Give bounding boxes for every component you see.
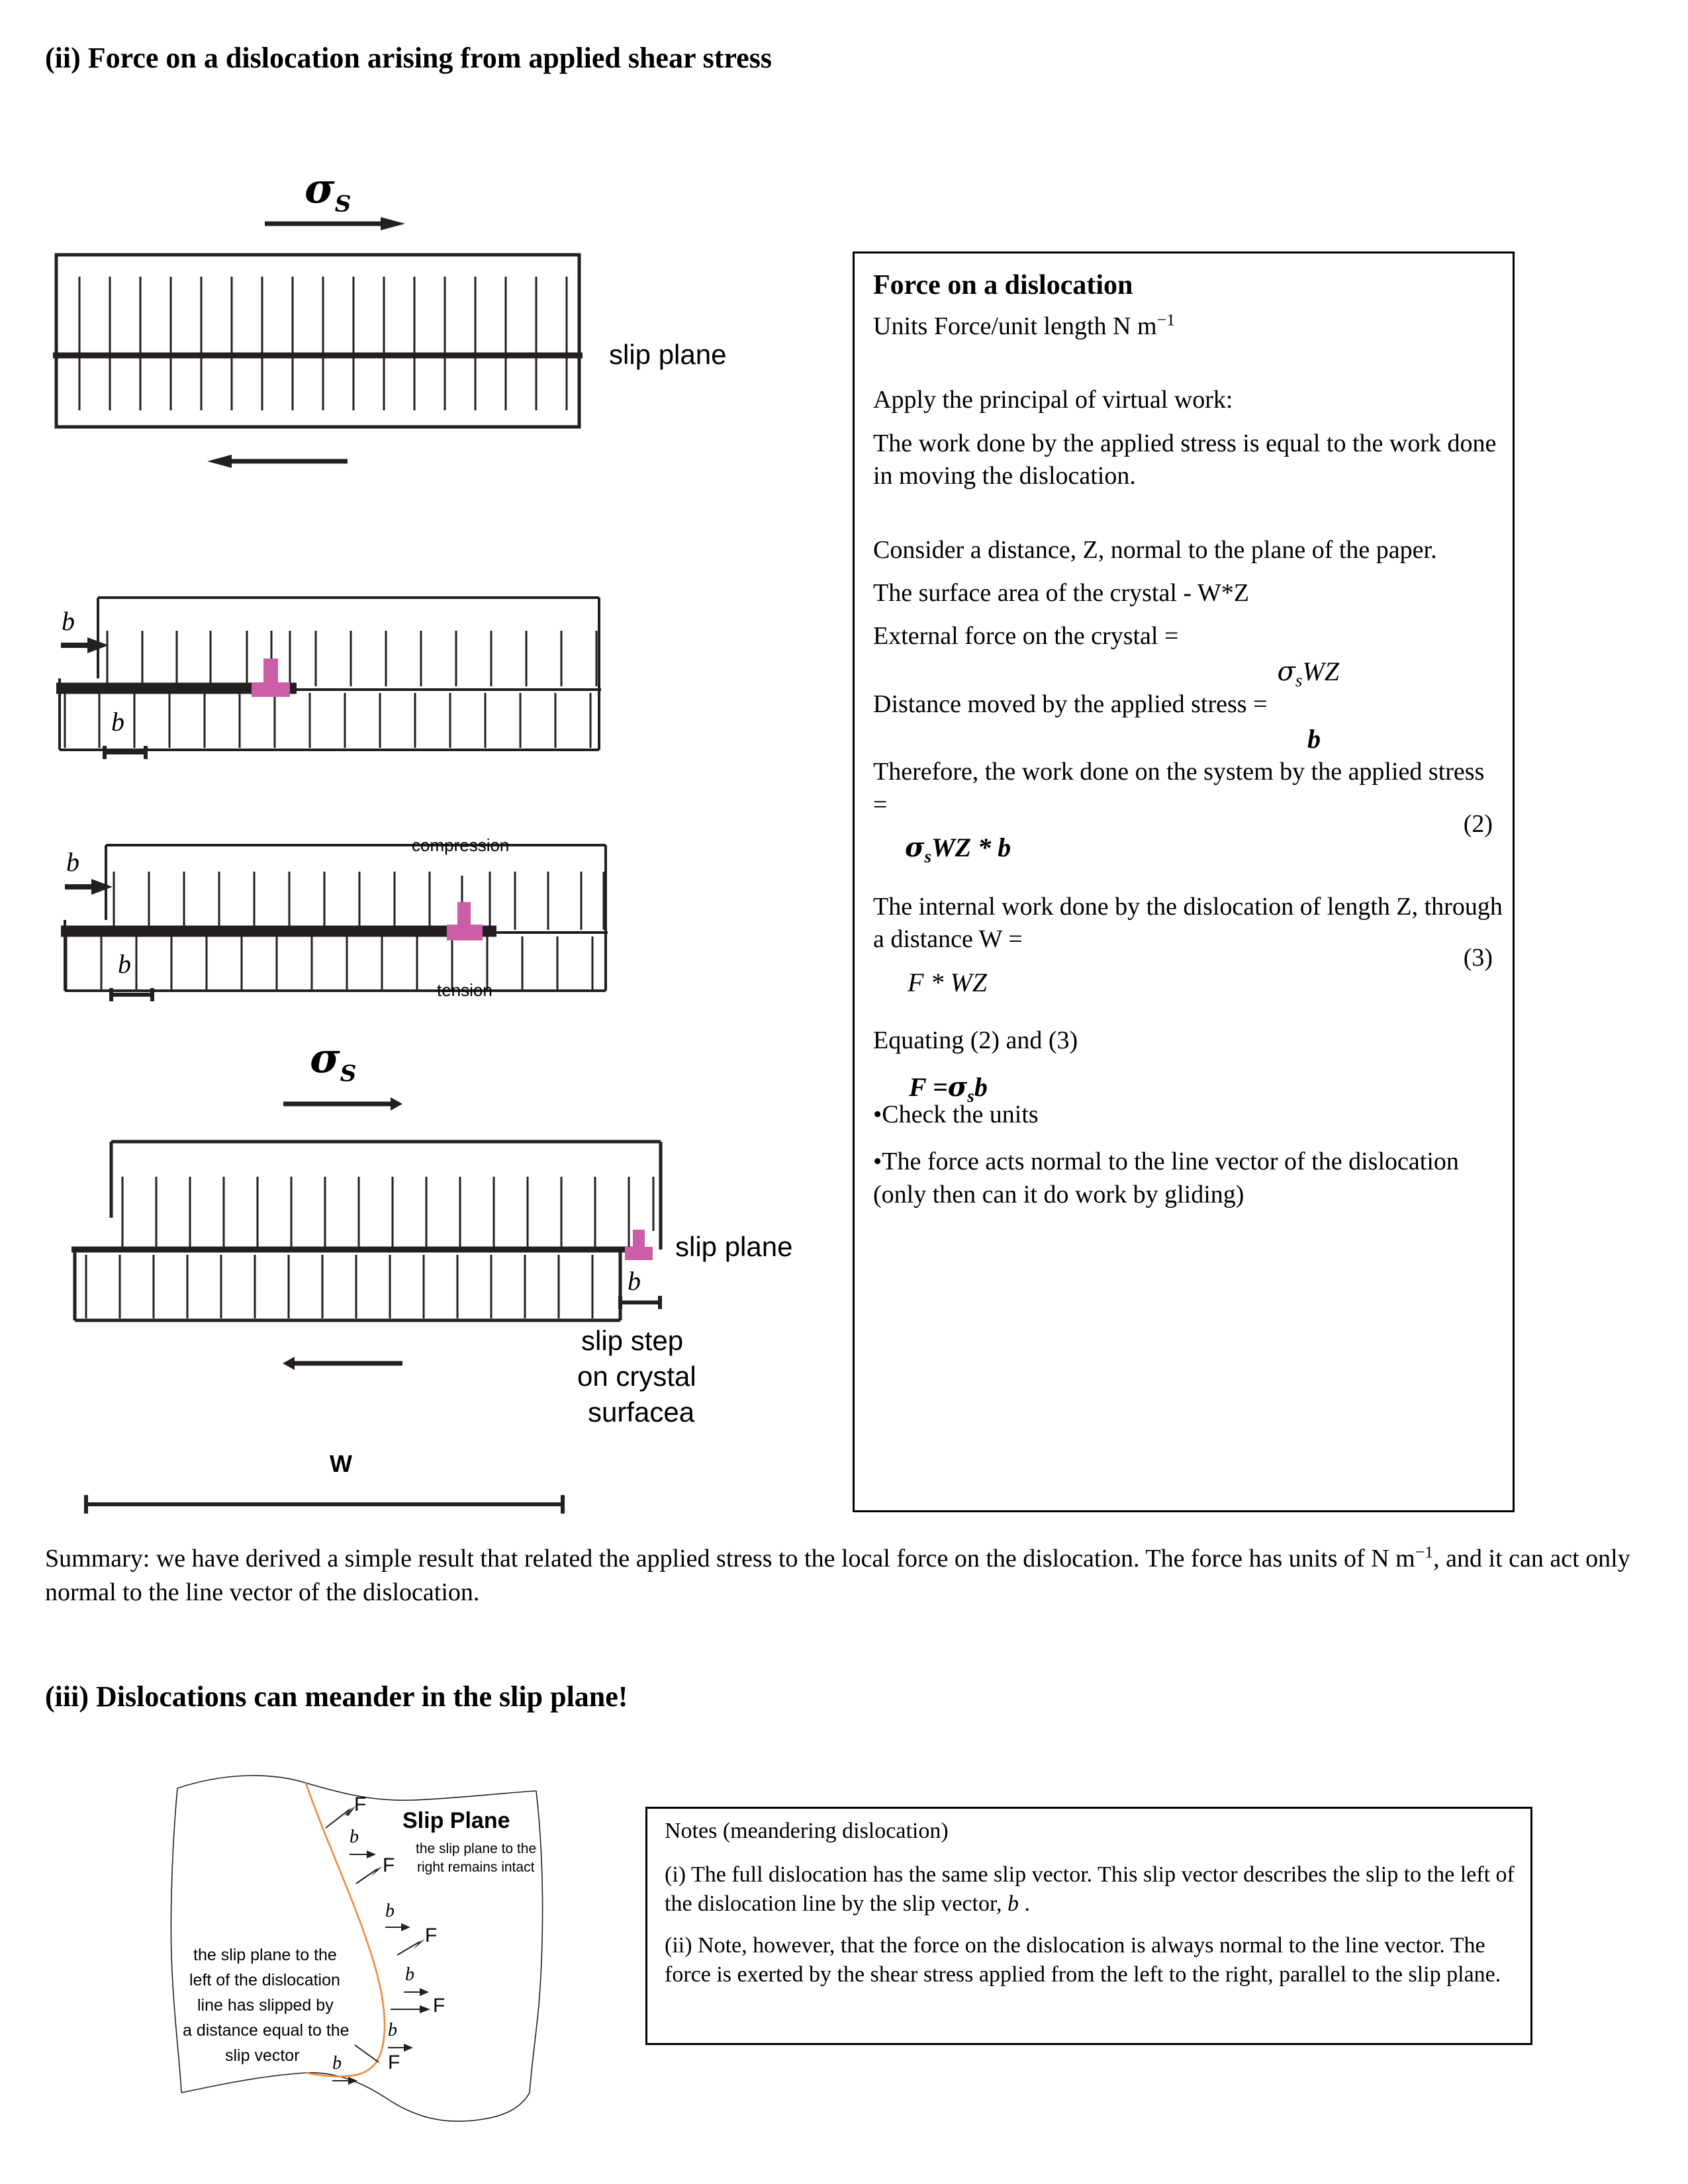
burgers-label-5: b — [332, 2053, 342, 2073]
force-box-work: The work done by the applied stress is equal to the work done in moving the dislocation. — [873, 429, 1497, 490]
burgers-arrow-left — [61, 637, 109, 653]
force-box-equating: Equating (2) and (3) — [873, 1026, 1078, 1054]
burgers-label-3: b — [405, 1964, 414, 1985]
dislocation-mid-svg — [40, 572, 635, 764]
force-box-consider: Consider a distance, Z, normal to the plane of the paper. — [873, 535, 1437, 564]
force-box-title: Force on a dislocation — [873, 270, 1133, 300]
burgers-label-4: b — [388, 2020, 397, 2040]
sigma-glyph-2: σ — [310, 1034, 340, 1082]
b-label-slip-step: b — [628, 1266, 641, 1296]
eq-final-lhs: F = — [909, 1072, 948, 1103]
spacer-3 — [873, 863, 1505, 879]
spacer-2 — [873, 504, 1505, 534]
sigma-glyph-final: σ — [947, 1071, 968, 1103]
note-item-i — [665, 1860, 1520, 1919]
sigma-glyph: σ — [305, 164, 335, 212]
force-box-distance-moved: Distance moved by the applied stress = — [873, 690, 1268, 718]
summary-exponent: −1 — [1415, 1542, 1434, 1562]
force-box-surface-area: The surface area of the crystal - W*Z — [873, 578, 1249, 607]
lattice-planes — [79, 277, 567, 410]
compression-label: compression — [412, 835, 510, 855]
units-exponent: −1 — [1156, 310, 1176, 330]
crystal-lattice-svg — [40, 152, 834, 477]
slip-plane-subtitle-2: right remains intact — [417, 1860, 535, 1875]
lattice-planes-lower — [65, 693, 590, 748]
lattice-planes-lower-4 — [86, 1255, 592, 1318]
diagram-perfect-crystal — [40, 152, 834, 477]
force-and-burgers-arrows — [326, 1805, 430, 2085]
burgers-measure-bar — [105, 746, 146, 759]
section-iii-heading: (iii) Dislocations can meander in the slip plane! — [45, 1680, 628, 1713]
summary-text-2: , and it can act only normal to the line vector of the dislocation. — [45, 1545, 1630, 1606]
width-label: W — [330, 1450, 352, 1477]
lattice-planes-upper-3 — [114, 872, 604, 930]
shear-arrow-top — [265, 217, 405, 230]
diagram-meandering-dislocation — [152, 1754, 576, 2164]
note-i-b-symbol: b — [1007, 1891, 1019, 1917]
width-dimension — [40, 1439, 635, 1525]
force-box-units-line — [873, 310, 1505, 343]
units-text: Units Force/unit length N m — [873, 312, 1157, 340]
force-box-bullet-check-units: •Check the units — [873, 1101, 1039, 1129]
force-label-2: F — [383, 1854, 395, 1876]
force-box-external-force: External force on the crystal = — [873, 622, 1179, 651]
equation-3-body: F * WZ — [908, 967, 987, 997]
b-label-lower-2: b — [111, 707, 124, 737]
slip-step-measure-bar — [620, 1296, 660, 1309]
burgers-label-1: b — [350, 1827, 359, 1847]
summary-text-1: Summary: we have derived a simple result that related the applied stress to the local force on the dislocation. The force has units of N m — [45, 1545, 1415, 1572]
left-caption-line-2: left of the dislocation — [189, 1971, 340, 1989]
slip-plane-label-2: slip plane — [675, 1231, 793, 1262]
note-i-text-c: . — [1018, 1891, 1030, 1917]
eq-b-body: b — [1307, 724, 1321, 754]
b-label-upper-2: b — [62, 606, 75, 636]
sigma-s-label-top — [305, 164, 351, 217]
spacer-4 — [873, 998, 1505, 1014]
slip-step-caption-line2: on crystal — [577, 1361, 696, 1392]
equation-2-body — [873, 831, 1505, 866]
slip-step-caption-line3: surfacea — [588, 1396, 695, 1428]
sigma-glyph-eq1: σ — [1277, 656, 1295, 687]
equation-final — [873, 1071, 1505, 1107]
b-label-lower-3: b — [118, 949, 131, 979]
force-on-dislocation-box — [853, 251, 1515, 1512]
notes-meandering-box — [645, 1807, 1532, 2045]
force-box-apply: Apply the principal of virtual work: — [873, 386, 1233, 414]
shear-arrow-bottom — [207, 455, 348, 468]
sigma-sub-eq2: s — [924, 846, 932, 866]
slip-plane-title: Slip Plane — [402, 1808, 510, 1833]
sigma-subscript-2: S — [340, 1060, 357, 1087]
crystal-outline — [56, 255, 579, 427]
sigma-glyph-eq2: σ — [905, 831, 925, 863]
crystal-outline-stepped-3 — [65, 845, 606, 991]
notes-heading: Notes (meandering dislocation) — [665, 1819, 949, 1843]
dislocation-symbol-pink — [252, 659, 290, 697]
diagram-slip-step — [40, 1019, 867, 1430]
lattice-planes-upper — [107, 631, 596, 686]
force-label-4: F — [433, 1995, 445, 2017]
spacer-1 — [873, 353, 1505, 384]
tension-label: tension — [437, 980, 492, 1000]
shear-arrow-bottom-4 — [283, 1357, 402, 1370]
slip-plane-subtitle-1: the slip plane to the — [416, 1841, 537, 1856]
force-label-3: F — [425, 1925, 438, 1946]
force-box-internal-work: The internal work done by the dislocation of length Z, through a distance W = — [873, 892, 1503, 954]
dislocation-symbol-pink-3 — [447, 902, 483, 940]
eq2-rest: WZ * b — [931, 832, 1011, 862]
note-i-text-a: (i) The full dislocation has the same slip vector. This slip vector describes the slip to the left of the dislocation line by the slip vector, — [665, 1862, 1515, 1917]
b-label-upper-3: b — [66, 847, 79, 877]
force-box-therefore: Therefore, the work done on the system by the applied stress = — [873, 758, 1485, 819]
force-box-bullet-normal: •The force acts normal to the line vector of the dislocation (only then can it do work by gliding) — [873, 1148, 1459, 1208]
equation-sigma-wz — [873, 656, 1505, 690]
summary-paragraph — [45, 1542, 1634, 1609]
left-caption-line-5: slip vector — [225, 2046, 300, 2065]
equation-3-row — [873, 943, 1505, 998]
section-ii-heading: (ii) Force on a dislocation arising from applied shear stress — [45, 42, 772, 74]
crystal-outline-step — [75, 1142, 661, 1320]
note-item-ii: (ii) Note, however, that the force on the dislocation is always normal to the line vector. The force is exerted by the shear stress applied from the left to the right, parallel to the slip plane. — [665, 1933, 1501, 1987]
sigma-subscript: S — [334, 191, 352, 218]
equation-3-number: (3) — [1463, 943, 1493, 972]
left-caption-line-1: the slip plane to the — [193, 1946, 337, 1964]
shear-arrow-top-4 — [283, 1097, 402, 1111]
equation-b — [873, 723, 1505, 754]
left-caption-line-4: a distance equal to the — [183, 2021, 350, 2040]
force-label-5: F — [388, 2052, 400, 2073]
sigma-s-label-bottom — [310, 1034, 356, 1087]
slip-plane-label-1: slip plane — [609, 339, 727, 370]
crystal-outline-stepped — [60, 598, 599, 750]
diagram-compression-tension — [40, 817, 635, 1003]
burgers-label-2: b — [385, 1901, 395, 1921]
lattice-planes-upper-4 — [122, 1177, 653, 1248]
force-label-1: F — [354, 1794, 367, 1815]
lattice-planes-lower-3 — [66, 936, 592, 991]
left-caption-line-3: line has slipped by — [197, 1996, 334, 2015]
equation-2-number: (2) — [1463, 809, 1493, 838]
slip-step-svg — [40, 1019, 867, 1430]
diagram-dislocation-mid — [40, 572, 635, 764]
sigma-sub-eq1: s — [1295, 670, 1303, 690]
slip-step-caption-line1: slip step — [581, 1325, 684, 1356]
eq-swz-body: WZ — [1302, 656, 1339, 686]
sigma-sub-final: s — [967, 1086, 974, 1107]
equation-2-row — [873, 809, 1505, 866]
eq-final-rhs: b — [974, 1072, 988, 1103]
